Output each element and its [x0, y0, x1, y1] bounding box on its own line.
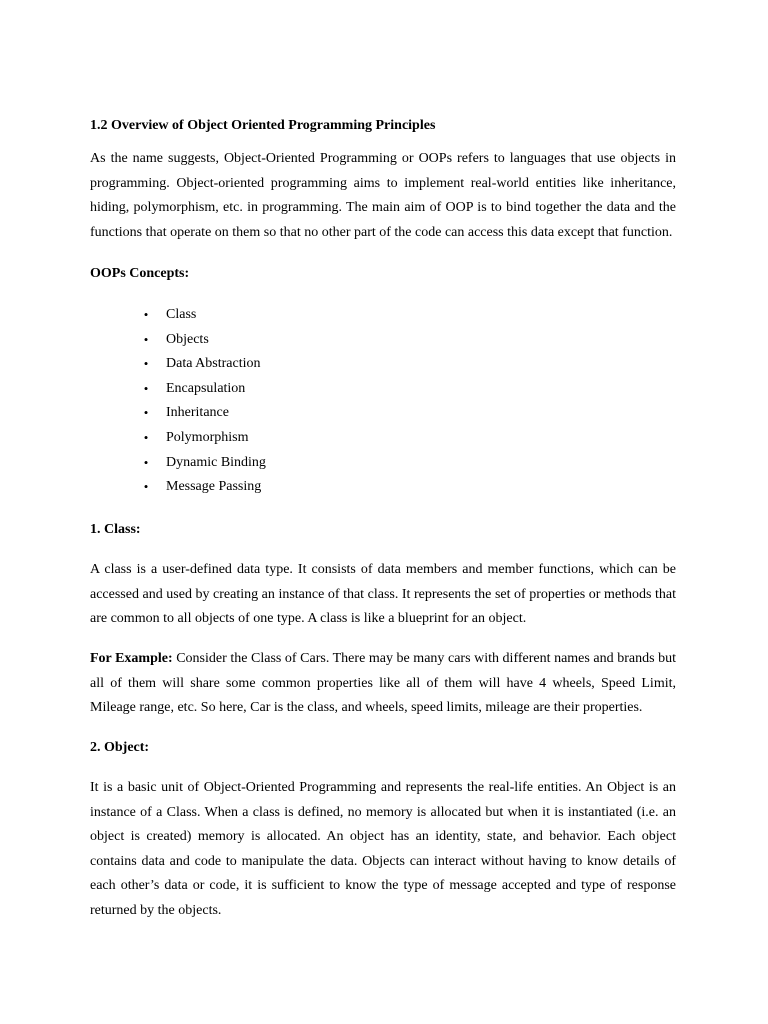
intro-paragraph: As the name suggests, Object-Oriented Programming or OOPs refers to languages that use objects in programming. Object-oriented programming aims to implement real-world entities like inheritance, hiding, polymorphism, etc. in programming. The main aim of OOP is to bind together the data and the functions that operate on them so that no other part of the code can access this data except that function.: [90, 151, 676, 240]
list-item: [90, 426, 266, 451]
bullet-icon: •: [143, 405, 149, 421]
bullet-icon: •: [143, 454, 149, 470]
bullet-icon: •: [143, 429, 149, 445]
object-heading: 2. Object:: [90, 740, 150, 755]
bullet-icon: •: [143, 331, 149, 347]
concept-label: Data Abstraction: [166, 356, 261, 372]
bullet-icon: •: [143, 380, 149, 396]
example-text: Consider the Class of Cars. There may be many cars with different names and brands but all of them will share some common properties like all of them will have 4 wheels, Speed Limit, Mileage range, etc. So here, Car is the class, and wheels, speed limits, mileage are their properties.: [90, 651, 676, 715]
concepts-list: [90, 303, 266, 500]
list-item: [90, 451, 266, 476]
bullet-icon: •: [143, 307, 149, 322]
list-item: [90, 401, 266, 426]
class-paragraph: A class is a user-defined data type. It consists of data members and member functions, which can be accessed and used by creating an instance of that class. It represents the set of properties or methods that are common to all objects of one type. A class is like a blueprint for an object.: [90, 562, 676, 626]
concept-label: Encapsulation: [166, 380, 246, 396]
bullet-icon: •: [143, 356, 149, 372]
concepts-heading: OOPs Concepts:: [90, 266, 190, 281]
list-item: [90, 303, 266, 328]
class-heading: 1. Class:: [90, 522, 141, 537]
section-title: 1.2 Overview of Object Oriented Programming Principles: [90, 118, 436, 133]
list-item: [90, 377, 266, 402]
example-label: For Example:: [90, 651, 173, 666]
bullet-icon: •: [143, 479, 149, 495]
object-paragraph: It is a basic unit of Object-Oriented Programming and represents the real-life entities. An Object is an instance of a Class. When a class is defined, no memory is allocated but when it is instantiated (i.e. an object is created) memory is allocated. An object has an identity, state, and behavior. Each object contains data and code to manipulate the data. Objects can interact without having to know details of each other’s data or code, it is sufficient to know the type of message accepted and type of response returned by the objects.: [90, 780, 676, 918]
list-item: [90, 328, 266, 353]
concept-label: Polymorphism: [166, 429, 249, 445]
concept-label: Objects: [166, 331, 209, 347]
concept-label: Message Passing: [166, 479, 262, 495]
example-paragraph: [90, 647, 676, 721]
concept-label: Class: [166, 307, 197, 322]
list-item: [90, 352, 266, 377]
list-item: [90, 475, 266, 500]
concept-label: Inheritance: [166, 405, 229, 421]
concept-label: Dynamic Binding: [166, 454, 266, 470]
